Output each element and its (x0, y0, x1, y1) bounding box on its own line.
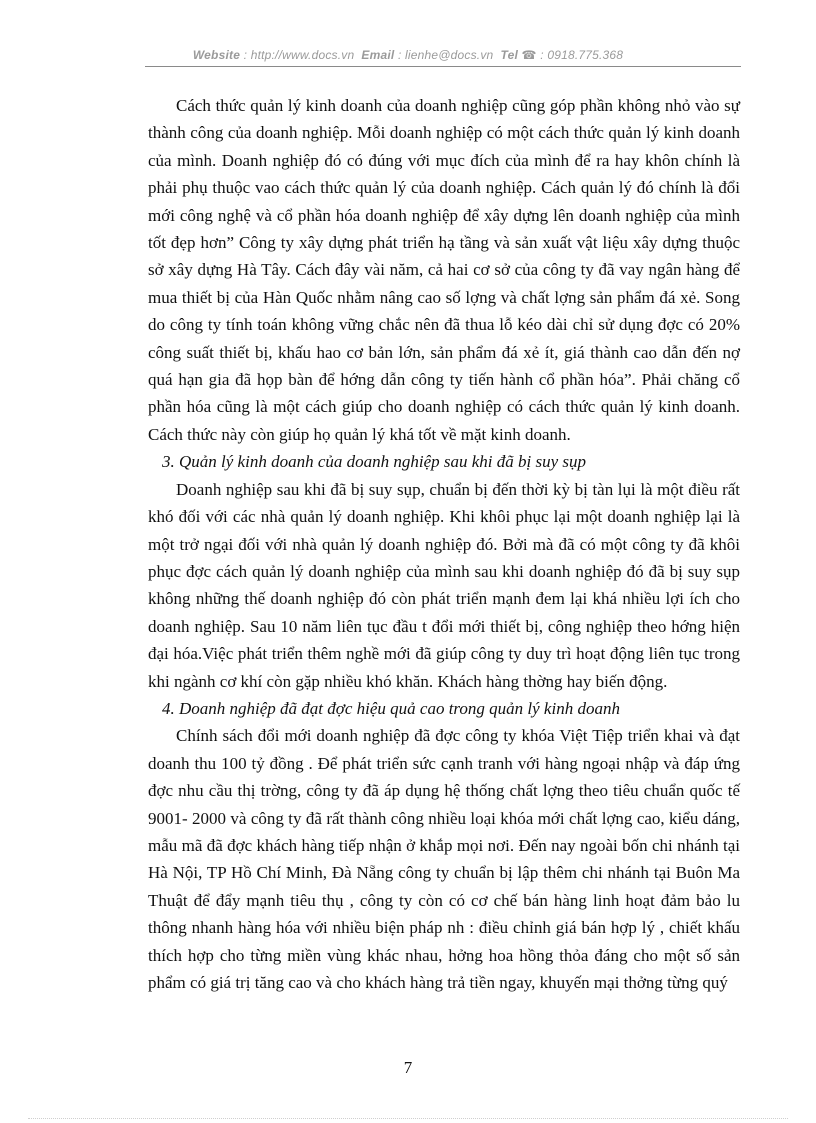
website-value: : http://www.docs.vn (243, 48, 355, 62)
website-label: Website (192, 48, 241, 62)
phone-icon: ☎ (521, 48, 537, 62)
footer-divider (28, 1118, 788, 1119)
email-label: Email (361, 48, 395, 62)
header-divider (145, 66, 741, 67)
document-body (148, 92, 740, 996)
email-value: : lienhe@docs.vn (397, 48, 494, 62)
paragraph-2: Doanh nghiệp sau khi đã bị suy sụp, chuẩn bị đến thời kỳ bị tàn lụi là một điều rất khó đối với các nhà quản lý doanh nghiệp. Khi khôi phục lại một doanh nghiệp lại là một trở ngại đối với nhà quản lý doanh nghiệp đó. Bởi mà đã có một công ty đã khôi phục đợc cách quản lý doanh nghiệp của mình sau khi doanh nghiệp đó đã bị suy sụp không những thế doanh nghiệp đó còn phát triển mạnh đem lại khá nhiều lợi ích cho doanh nghiệp. Sau 10 năm liên tục đầu t đổi mới thiết bị, công nghiệp theo hớng hiện đại hóa.Việc phát triển thêm nghề mới đã giúp công ty duy trì hoạt động liên tục trong khi ngành cơ khí còn gặp nhiều khó khăn. Khách hàng thờng hay biến động. (148, 479, 740, 691)
section-heading-3: 3. Quản lý kinh doanh của doanh nghiệp sau khi đã bị suy sụp (162, 452, 587, 472)
tel-value: : 0918.775.368 (540, 48, 624, 62)
section-heading-4: 4. Doanh nghiệp đã đạt đợc hiệu quả cao trong quản lý kinh doanh (162, 698, 620, 718)
paragraph-3: Chính sách đổi mới doanh nghiệp đã đợc công ty khóa Việt Tiệp triển khai và đạt doanh thu 100 tỷ đồng . Để phát triển sức cạnh tranh với hàng ngoại nhập và đáp ứng đợc nhu cầu thị trờng, công ty đã áp dụng hệ thống chất lợng theo tiêu chuẩn quốc tế 9001- 2000 và công ty đã rất thành công nhiều loại khóa mới chất lợng cao, kiểu dáng, mẫu mã đã đợc khách hàng tiếp nhận ở khắp mọi nơi. Đến nay ngoài bốn chi nhánh tại Hà Nội, TP Hồ Chí Minh, Đà Nẵng công ty chuẩn bị lập thêm chi nhánh tại Buôn Ma Thuật để đẩy mạnh tiêu thụ , công ty còn có cơ chế bán hàng linh hoạt đảm bảo lu thông nhanh hàng hóa với nhiều biện pháp nh : điều chỉnh giá bán hợp lý , chiết khấu thích hợp cho từng miền vùng khác nhau, hởng hoa hồng thỏa đáng cho một số sản phẩm có giá trị tăng cao và cho khách hàng trả tiền ngay, khuyến mại thởng từng quý (148, 726, 740, 992)
page-number: 7 (403, 1058, 413, 1077)
tel-label: Tel (500, 48, 518, 62)
page-header (0, 48, 816, 62)
paragraph-1: Cách thức quản lý kinh doanh của doanh nghiệp cũng góp phần không nhỏ vào sự thành công của doanh nghiệp. Mỗi doanh nghiệp có một cách thức quản lý kinh doanh của mình. Doanh nghiệp đó có đúng với mục đích của mình để ra hay khôn chính là phải phụ thuộc vao cách thức quản lý của doanh nghiệp. Cách quản lý đó chính là đổi mới công nghệ và cổ phần hóa doanh nghiệp để xây dựng lên doanh nghiệp của mình tốt đẹp hơn” Công ty xây dựng phát triển hạ tầng và sản xuất vật liệu xây dựng thuộc sở xây dựng Hà Tây. Cách đây vài năm, cả hai cơ sở của công ty đã vay ngân hàng để mua thiết bị của Hàn Quốc nhằm nâng cao số lợng và chất lợng sản phẩm đá xẻ. Song do công ty tính toán không vững chắc nên đã thua lỗ kéo dài chỉ sử dụng đợc có 20% công suất thiết bị, khấu hao cơ bản lớn, sản phẩm đá xẻ ít, giá thành cao dẫn đến nợ quá hạn gia đã họp bàn để hớng dẫn công ty tiến hành cổ phần hóa”. Phải chăng cổ phần hóa cũng là một cách giúp cho doanh nghiệp có cách thức quản lý kinh doanh. Cách thức này còn giúp họ quản lý khá tốt về mặt kinh doanh. (148, 96, 740, 444)
